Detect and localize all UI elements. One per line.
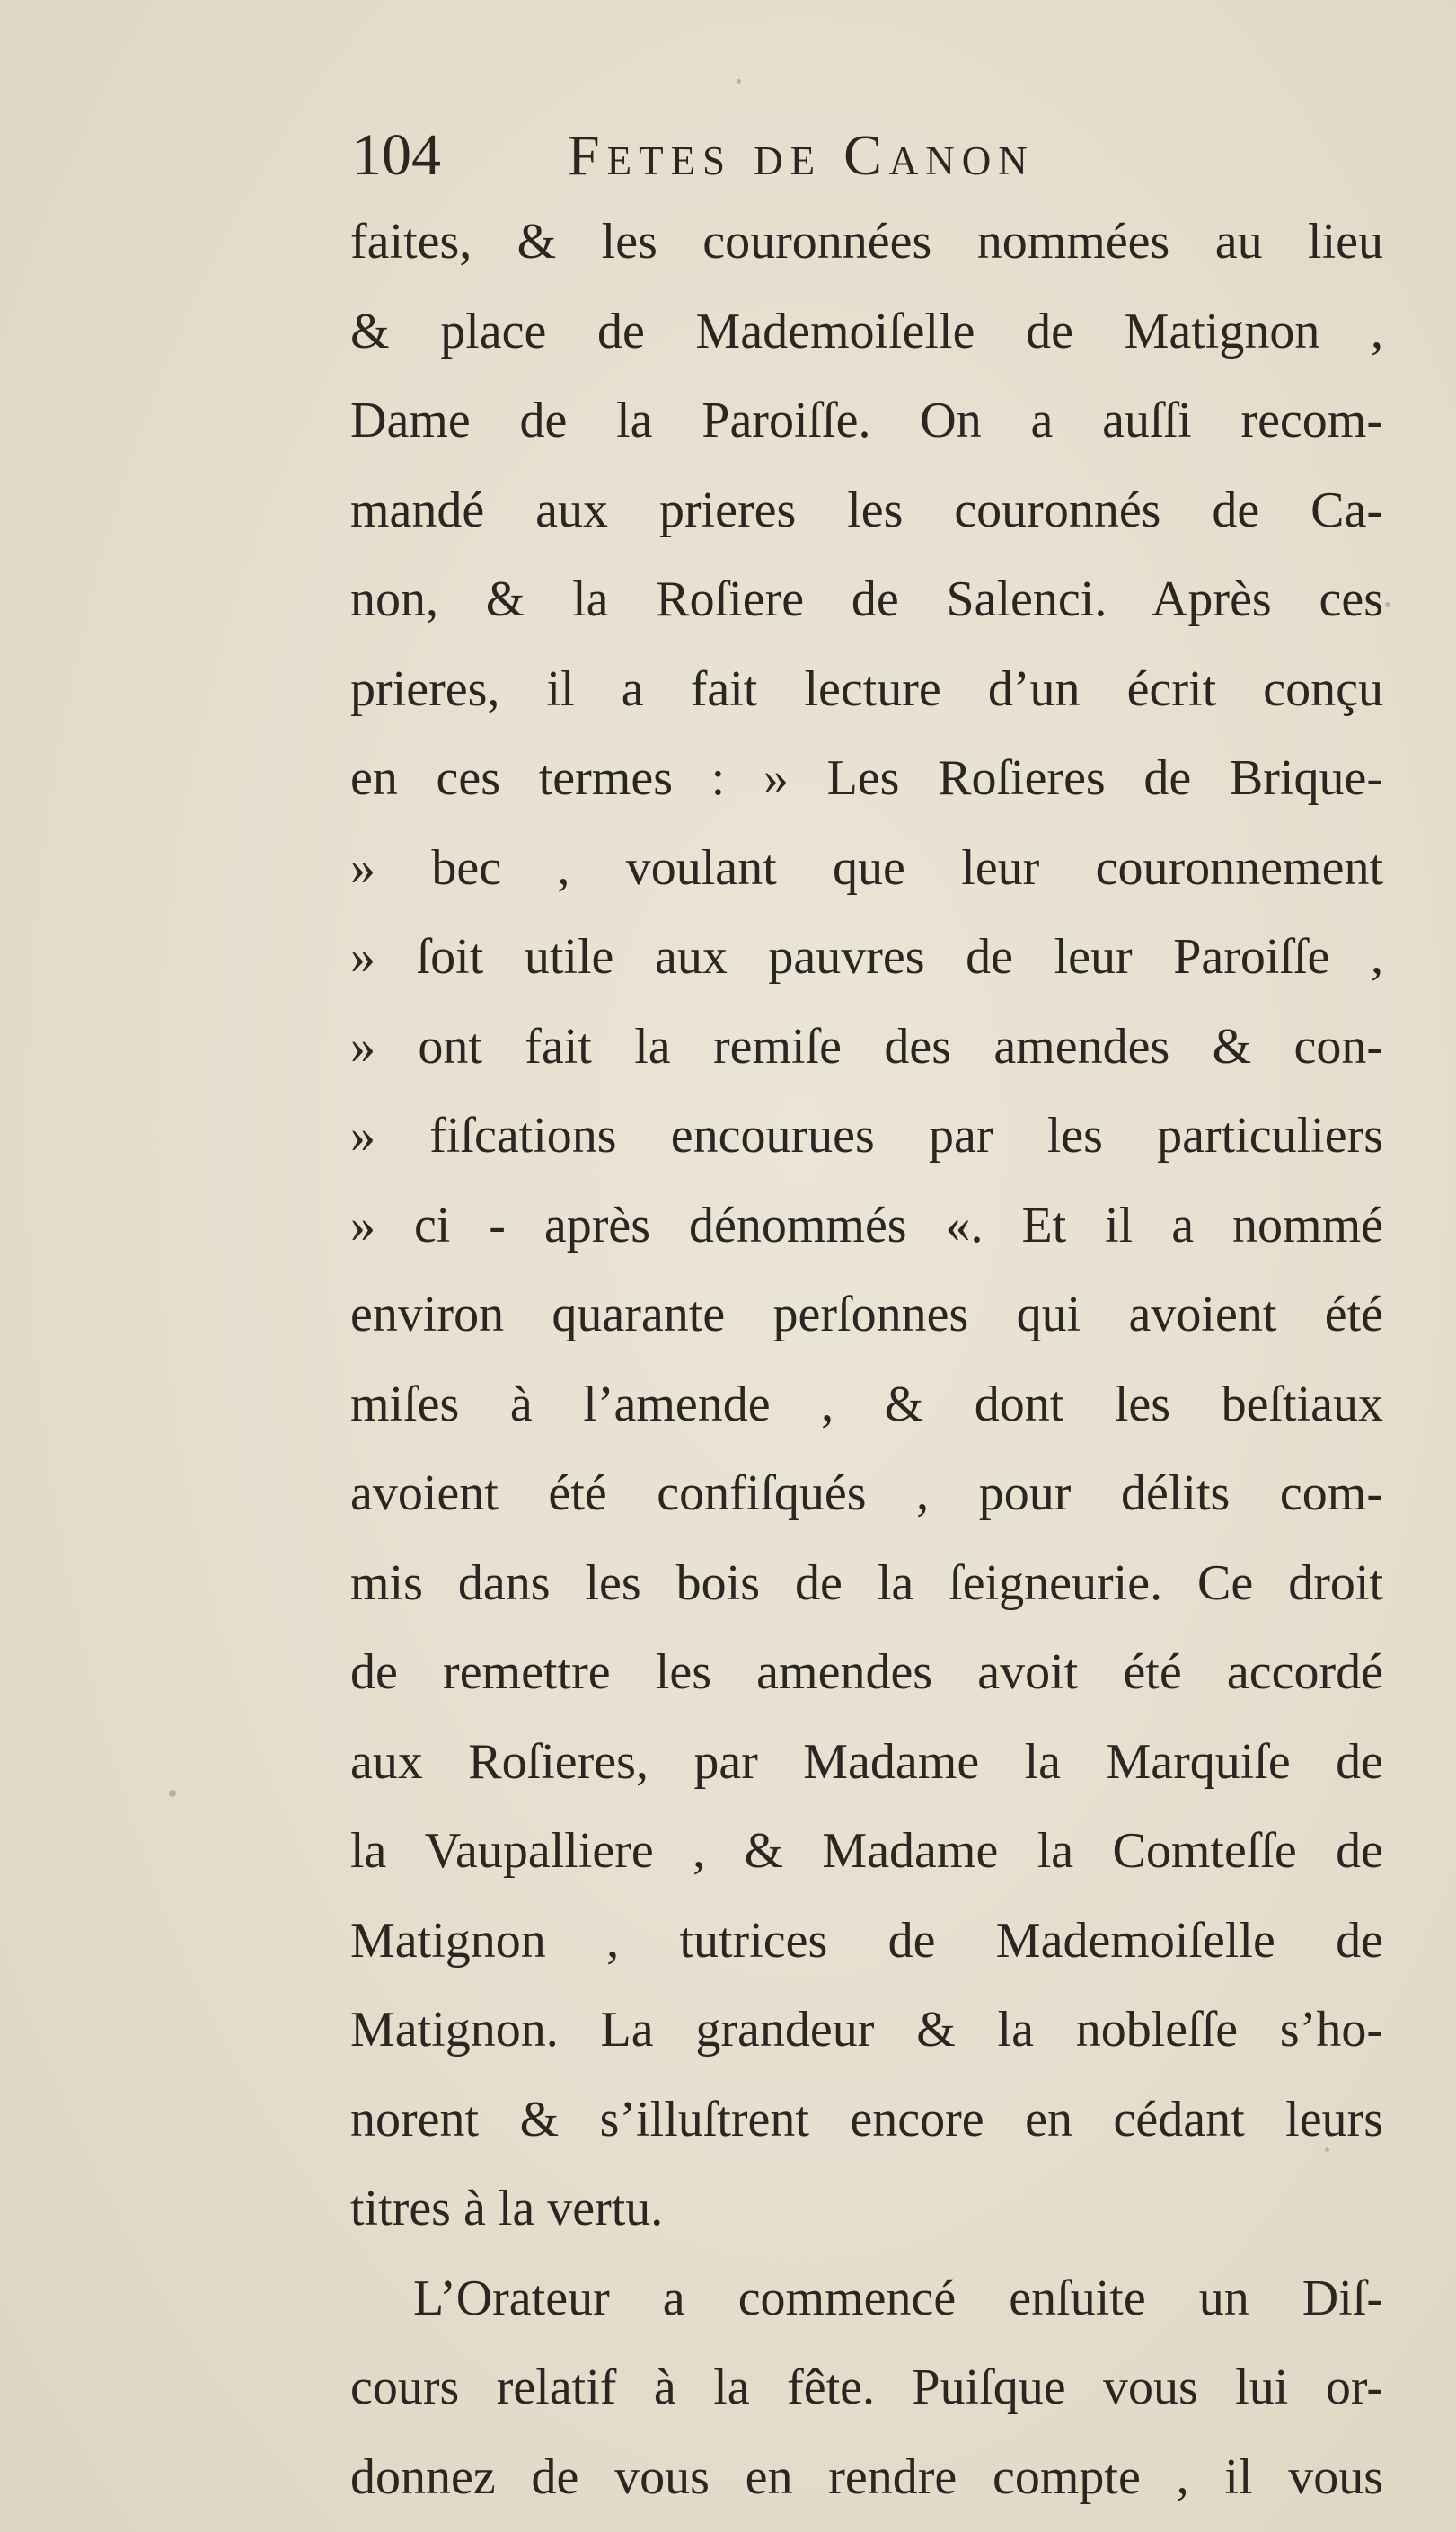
paper-speck (737, 79, 741, 84)
text-line: » ci - après dénommés «. Et il a nommé (350, 1197, 1383, 1253)
text-line: aux Roſieres, par Madame la Marquiſe de (350, 1733, 1383, 1790)
text-line: avoient été confiſqués , pour délits com- (350, 1465, 1383, 1521)
text-line: donnez de vous en rendre compte , il vous (350, 2448, 1383, 2505)
paper-speck (1385, 602, 1390, 607)
text-line: » fiſcations encourues par les particuliers (350, 1108, 1383, 1164)
text-line: non, & la Roſiere de Salenci. Après ces (350, 571, 1383, 627)
text-line: Dame de la Paroiſſe. On a auſſi recom- (350, 393, 1383, 448)
paragraph-start-line: L’Orateur a commencé enſuite un Diſ- (413, 2270, 1383, 2326)
text-line: Matignon , tutrices de Mademoiſelle de (350, 1912, 1383, 1969)
text-line: environ quarante perſonnes qui avoient été (350, 1287, 1383, 1342)
text-line: & place de Mademoiſelle de Matignon , (350, 303, 1383, 359)
text-line: la Vaupalliere , & Madame la Comteſſe de (350, 1823, 1383, 1879)
page-number: 104 (352, 122, 441, 188)
running-title: Fetes de Canon (568, 123, 1035, 187)
text-line: prieres, il a fait lecture d’un écrit conçu (350, 660, 1383, 717)
running-header (352, 115, 1385, 196)
text-line: mandé aux prieres les couronnés de Ca- (350, 482, 1383, 538)
text-line: » bec , voulant que leur couronnement (350, 839, 1383, 896)
text-line: en ces termes : » Les Roſieres de Brique- (350, 750, 1383, 806)
text-line: faites, & les couronnées nommées au lieu (350, 214, 1383, 270)
text-line: Matignon. La grandeur & la nobleſſe s’ho- (350, 2002, 1383, 2058)
text-line: de remettre les amendes avoit été accordé (350, 1644, 1383, 1700)
text-line: cours relatif à la fête. Puiſque vous lui or- (350, 2359, 1383, 2415)
body-text (350, 198, 1383, 2522)
paper-speck (169, 1790, 176, 1797)
paragraph-end-line: titres à la vertu. (350, 2181, 664, 2236)
text-line: » ſoit utile aux pauvres de leur Paroiſſe , (350, 929, 1383, 985)
text-line: mis dans les bois de la ſeigneurie. Ce droit (350, 1554, 1383, 1611)
text-line: » ont fait la remiſe des amendes & con- (350, 1018, 1383, 1075)
text-line: miſes à l’amende , & dont les beſtiaux (350, 1376, 1383, 1432)
text-line: norent & s’illuſtrent encore en cédant leurs (350, 2091, 1383, 2147)
